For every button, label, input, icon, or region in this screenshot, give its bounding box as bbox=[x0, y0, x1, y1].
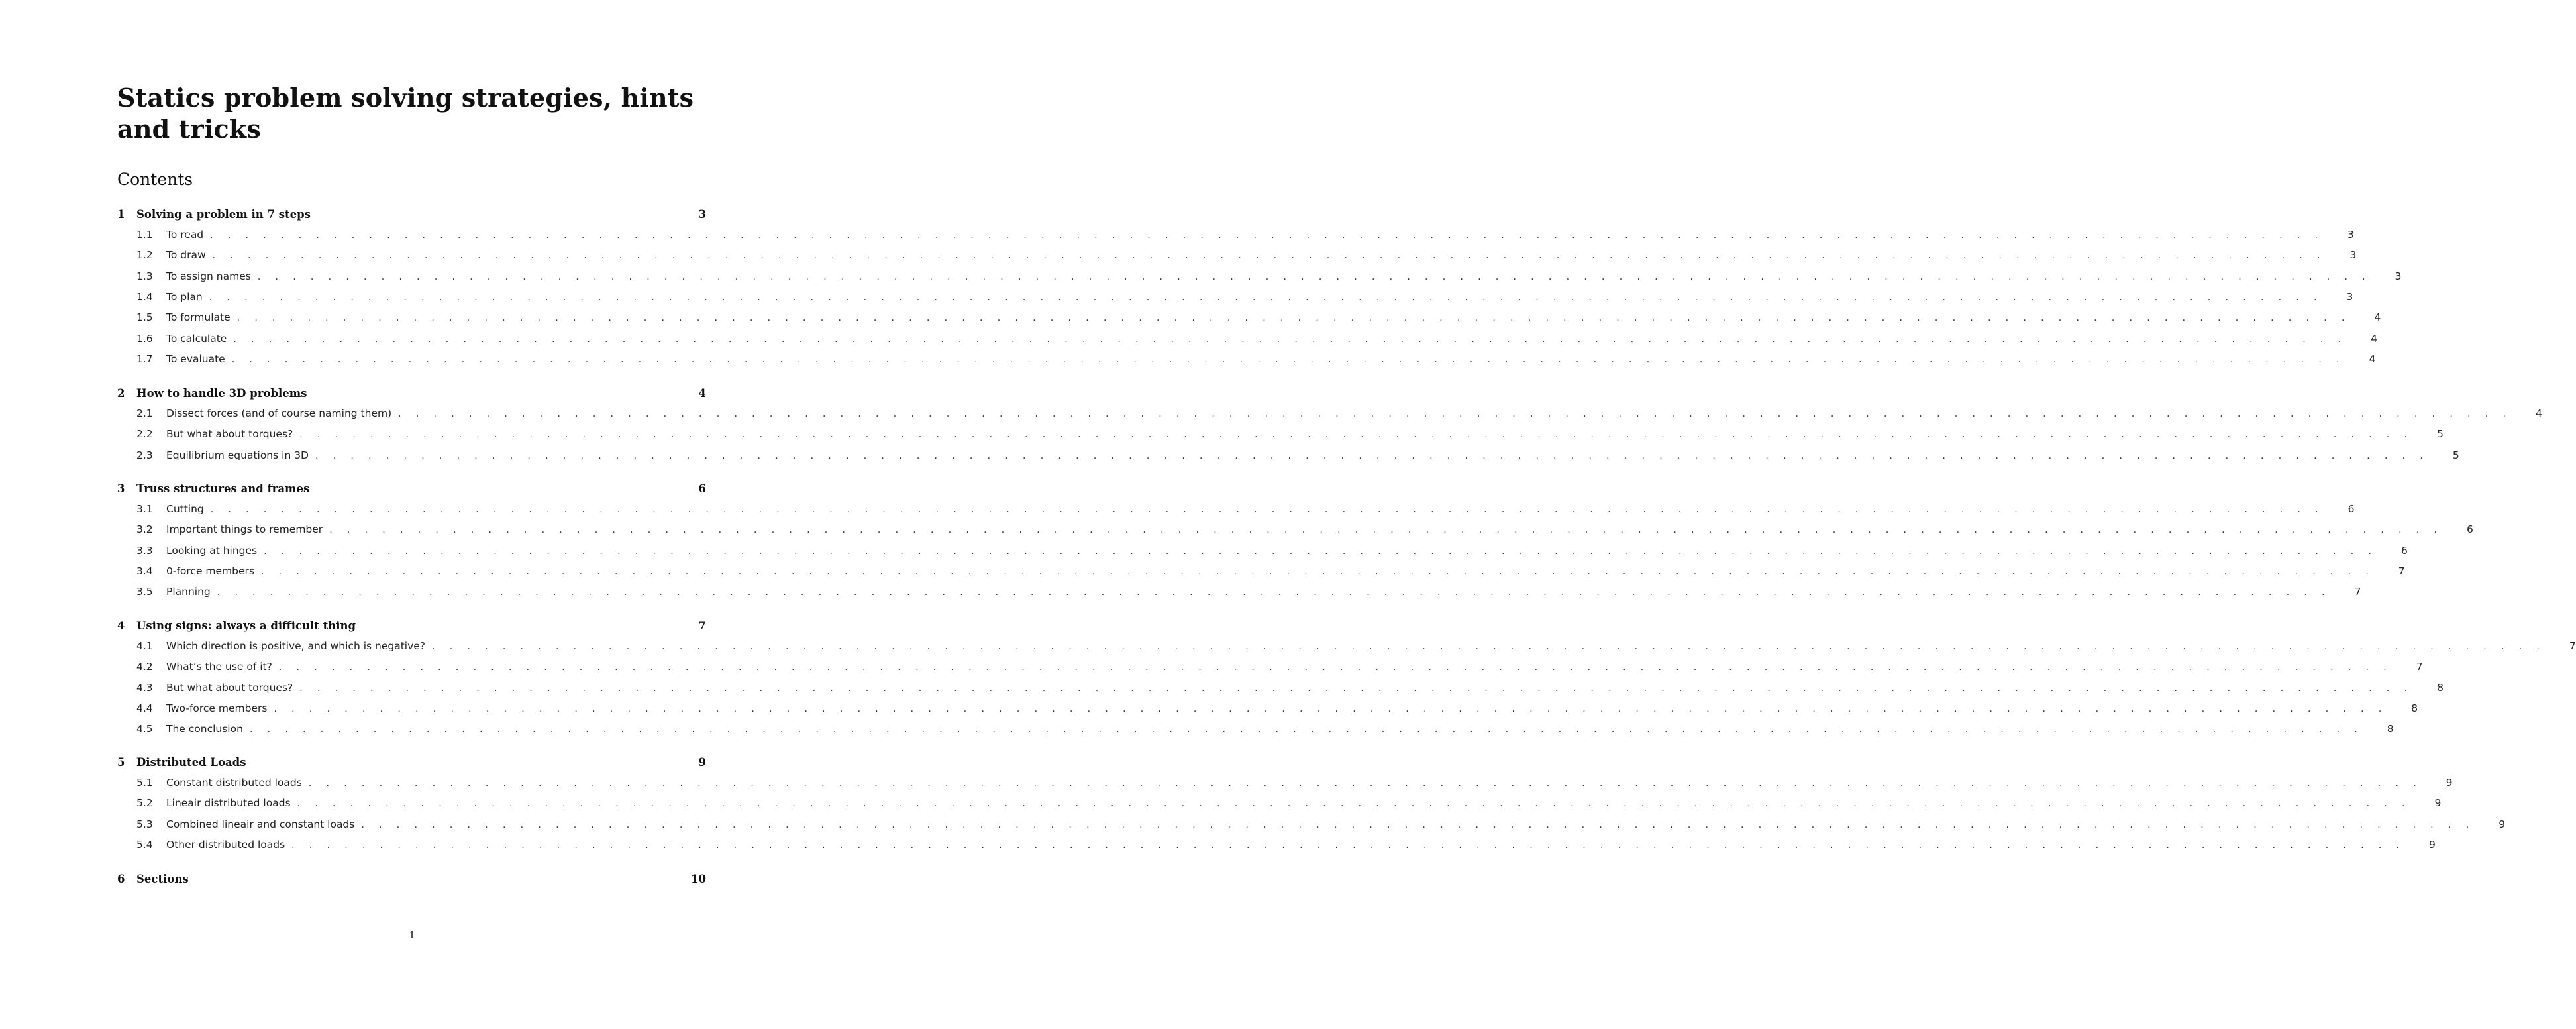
toc-section-title: Sections bbox=[136, 873, 189, 885]
toc-subsection-title: To assign names bbox=[166, 270, 251, 282]
toc-dot-leader: . . . . . . . . . . . . . . . . . . . . . . . . . . . . . . . . . . . . . . . . . . . . . . . . . . . . . . . . . . . . . . . . . . . . . . . . . . . . . . . . . . . . . . . . . . . . . . . . . . . . . . . . . . . . . . . . . . . . . . . . bbox=[274, 703, 2388, 714]
toc-subsection-page: 3 bbox=[2347, 229, 2354, 241]
toc-subsection-number: 3.4 bbox=[136, 565, 153, 577]
toc-dot-leader: . . . . . . . . . . . . . . . . . . . . . . . . . . . . . . . . . . . . . . . . . . . . . . . . . . . . . . . . . . . . . . . . . . . . . . . . . . . . . . . . . . . . . . . . . . . . . . . . . . . . . . . . . . . . . . . . . . . . . . . . bbox=[291, 839, 2405, 851]
toc-subsection-number: 1.6 bbox=[136, 332, 153, 345]
toc-subsection-3-5[interactable] bbox=[117, 586, 2361, 602]
toc-subsection-2-2[interactable] bbox=[117, 428, 2444, 444]
toc-subsection-1-3[interactable] bbox=[117, 270, 2402, 286]
toc-section-title: Solving a problem in 7 steps bbox=[136, 208, 311, 221]
toc-subsection-title: But what about torques? bbox=[166, 428, 293, 441]
toc-subsection-4-3[interactable] bbox=[117, 681, 2444, 698]
toc-subsection-number: 2.1 bbox=[136, 407, 153, 419]
toc-subsection-number: 3.1 bbox=[136, 503, 153, 515]
toc-subsection-page: 7 bbox=[2398, 565, 2405, 577]
toc-dot-leader: . . . . . . . . . . . . . . . . . . . . . . . . . . . . . . . . . . . . . . . . . . . . . . . . . . . . . . . . . . . . . . . . . . . . . . . . . . . . . . . . . . . . . . . . . . . . . . . . . . . . . . . . . . . . . . . . . . . . . . . . bbox=[299, 682, 2413, 694]
toc-subsection-4-1[interactable] bbox=[117, 640, 2576, 656]
toc-section-2[interactable] bbox=[117, 387, 706, 403]
toc-subsection-title: What’s the use of it? bbox=[166, 661, 272, 673]
toc-subsection-title: Important things to remember bbox=[166, 523, 323, 536]
toc-dot-leader: . . . . . . . . . . . . . . . . . . . . . . . . . . . . . . . . . . . . . . . . . . . . . . . . . . . . . . . . . . . . . . . . . . . . . . . . . . . . . . . . . . . . . . . . . . . . . . . . . . . . . . . . . . . . . . . . . . . . . . . . bbox=[398, 409, 2512, 419]
contents-heading: Contents bbox=[117, 170, 193, 189]
toc-subsection-2-3[interactable] bbox=[117, 449, 2459, 465]
toc-subsection-page: 3 bbox=[2395, 270, 2402, 282]
toc-subsection-1-1[interactable] bbox=[117, 229, 2354, 244]
toc-subsection-title: To read bbox=[166, 229, 204, 241]
toc-section-page: 9 bbox=[698, 756, 706, 769]
toc-dot-leader: . . . . . . . . . . . . . . . . . . . . . . . . . . . . . . . . . . . . . . . . . . . . . . . . . . . . . . . . . . . . . . . . . . . . . . . . . . . . . . . . . . . . . . . . . . . . . . . . . . . . . . . . . . . . . . . . . . . . . . . . bbox=[209, 292, 2323, 303]
toc-subsection-title: To draw bbox=[166, 249, 206, 262]
toc-section-number: 5 bbox=[117, 756, 125, 769]
toc-subsection-number: 1.4 bbox=[136, 290, 153, 303]
toc-dot-leader: . . . . . . . . . . . . . . . . . . . . . . . . . . . . . . . . . . . . . . . . . . . . . . . . . . . . . . . . . . . . . . . . . . . . . . . . . . . . . . . . . . . . . . . . . . . . . . . . . . . . . . . . . . . . . . . . . . . . . . . . bbox=[257, 271, 2371, 282]
toc-subsection-page: 9 bbox=[2429, 838, 2436, 851]
toc-subsection-title: Constant distributed loads bbox=[166, 777, 302, 788]
toc-dot-leader: . . . . . . . . . . . . . . . . . . . . . . . . . . . . . . . . . . . . . . . . . . . . . . . . . . . . . . . . . . . . . . . . . . . . . . . . . . . . . . . . . . . . . . . . . . . . . . . . . . . . . . . . . . . . . . . . . . . . . . . . bbox=[212, 250, 2326, 262]
toc-subsection-title: To plan bbox=[166, 290, 203, 303]
toc-subsection-number: 1.2 bbox=[136, 249, 153, 262]
toc-dot-leader: . . . . . . . . . . . . . . . . . . . . . . . . . . . . . . . . . . . . . . . . . . . . . . . . . . . . . . . . . . . . . . . . . . . . . . . . . . . . . . . . . . . . . . . . . . . . . . . . . . . . . . . . . . . . . . . . . . . . . . . . bbox=[278, 662, 2393, 673]
toc-dot-leader: . . . . . . . . . . . . . . . . . . . . . . . . . . . . . . . . . . . . . . . . . . . . . . . . . . . . . . . . . . . . . . . . . . . . . . . . . . . . . . . . . . . . . . . . . . . . . . . . . . . . . . . . . . . . . . . . . . . . . . . . bbox=[297, 798, 2411, 810]
toc-subsection-title: To calculate bbox=[166, 332, 227, 345]
toc-subsection-page: 4 bbox=[2535, 407, 2542, 419]
toc-dot-leader: . . . . . . . . . . . . . . . . . . . . . . . . . . . . . . . . . . . . . . . . . . . . . . . . . . . . . . . . . . . . . . . . . . . . . . . . . . . . . . . . . . . . . . . . . . . . . . . . . . . . . . . . . . . . . . . . . . . . . . . . bbox=[329, 525, 2443, 536]
toc-subsection-page: 8 bbox=[2387, 723, 2394, 735]
toc-dot-leader: . . . . . . . . . . . . . . . . . . . . . . . . . . . . . . . . . . . . . . . . . . . . . . . . . . . . . . . . . . . . . . . . . . . . . . . . . . . . . . . . . . . . . . . . . . . . . . . . . . . . . . . . . . . . . . . . . . . . . . . . bbox=[361, 819, 2475, 830]
toc-section-title: Distributed Loads bbox=[136, 756, 246, 769]
toc-subsection-number: 4.1 bbox=[136, 640, 153, 652]
toc-subsection-5-1[interactable] bbox=[117, 777, 2453, 792]
toc-subsection-page: 4 bbox=[2374, 311, 2381, 324]
toc-dot-leader: . . . . . . . . . . . . . . . . . . . . . . . . . . . . . . . . . . . . . . . . . . . . . . . . . . . . . . . . . . . . . . . . . . . . . . . . . . . . . . . . . . . . . . . . . . . . . . . . . . . . . . . . . . . . . . . . . . . . . . . . bbox=[264, 545, 2377, 557]
toc-subsection-page: 7 bbox=[2354, 586, 2361, 598]
toc-subsection-number: 4.3 bbox=[136, 681, 153, 694]
toc-subsection-title: Cutting bbox=[166, 503, 204, 515]
toc-section-number: 6 bbox=[117, 873, 125, 885]
toc-subsection-number: 2.2 bbox=[136, 428, 153, 441]
toc-subsection-4-2[interactable] bbox=[117, 661, 2423, 677]
toc-subsection-number: 3.2 bbox=[136, 523, 153, 536]
toc-subsection-4-4[interactable] bbox=[117, 702, 2418, 718]
toc-dot-leader: . . . . . . . . . . . . . . . . . . . . . . . . . . . . . . . . . . . . . . . . . . . . . . . . . . . . . . . . . . . . . . . . . . . . . . . . . . . . . . . . . . . . . . . . . . . . . . . . . . . . . . . . . . . . . . . . . . . . . . . . bbox=[432, 641, 2546, 652]
toc-subsection-1-7[interactable] bbox=[117, 352, 2376, 369]
toc-subsection-number: 1.5 bbox=[136, 311, 153, 324]
toc-subsection-5-4[interactable] bbox=[117, 838, 2436, 855]
toc-subsection-title: The conclusion bbox=[166, 723, 243, 735]
document-title: Statics problem solving strategies, hints and tricks bbox=[117, 83, 694, 144]
toc-subsection-1-2[interactable] bbox=[117, 249, 2357, 265]
toc-subsection-page: 6 bbox=[2400, 544, 2408, 557]
toc-subsection-page: 7 bbox=[2416, 661, 2423, 673]
toc-dot-leader: . . . . . . . . . . . . . . . . . . . . . . . . . . . . . . . . . . . . . . . . . . . . . . . . . . . . . . . . . . . . . . . . . . . . . . . . . . . . . . . . . . . . . . . . . . . . . . . . . . . . . . . . . . . . . . . . . . . . . . . . bbox=[210, 504, 2324, 515]
toc-subsection-title: Two-force members bbox=[166, 702, 268, 714]
toc-dot-leader: . . . . . . . . . . . . . . . . . . . . . . . . . . . . . . . . . . . . . . . . . . . . . . . . . . . . . . . . . . . . . . . . . . . . . . . . . . . . . . . . . . . . . . . . . . . . . . . . . . . . . . . . . . . . . . . . . . . . . . . . bbox=[299, 429, 2413, 441]
toc-subsection-page: 5 bbox=[2437, 428, 2444, 441]
toc-subsection-number: 4.2 bbox=[136, 661, 153, 673]
toc-section-number: 1 bbox=[117, 208, 125, 221]
toc-dot-leader: . . . . . . . . . . . . . . . . . . . . . . . . . . . . . . . . . . . . . . . . . . . . . . . . . . . . . . . . . . . . . . . . . . . . . . . . . . . . . . . . . . . . . . . . . . . . . . . . . . . . . . . . . . . . . . . . . . . . . . . . bbox=[217, 587, 2331, 598]
toc-subsection-title: Looking at hinges bbox=[166, 544, 258, 557]
toc-subsection-number: 4.4 bbox=[136, 702, 153, 714]
toc-subsection-3-2[interactable] bbox=[117, 523, 2473, 539]
toc-subsection-4-5[interactable] bbox=[117, 723, 2394, 739]
toc-dot-leader: . . . . . . . . . . . . . . . . . . . . . . . . . . . . . . . . . . . . . . . . . . . . . . . . . . . . . . . . . . . . . . . . . . . . . . . . . . . . . . . . . . . . . . . . . . . . . . . . . . . . . . . . . . . . . . . . . . . . . . . . bbox=[233, 333, 2347, 345]
toc-subsection-title: Which direction is positive, and which is negative? bbox=[166, 640, 426, 652]
toc-subsection-page: 5 bbox=[2452, 449, 2459, 461]
toc-subsection-number: 5.3 bbox=[136, 818, 153, 830]
toc-subsection-5-2[interactable] bbox=[117, 797, 2442, 813]
toc-subsection-number: 5.2 bbox=[136, 797, 153, 810]
toc-subsection-number: 1.3 bbox=[136, 270, 153, 282]
toc-section-4[interactable] bbox=[117, 620, 706, 635]
toc-subsection-3-4[interactable] bbox=[117, 565, 2405, 581]
toc-subsection-page: 9 bbox=[2434, 797, 2442, 810]
toc-subsection-title: But what about torques? bbox=[166, 681, 293, 694]
toc-subsection-number: 3.5 bbox=[136, 586, 153, 598]
toc-subsection-number: 1.1 bbox=[136, 229, 153, 241]
toc-subsection-3-1[interactable] bbox=[117, 503, 2355, 519]
toc-subsection-title: Lineair distributed loads bbox=[166, 797, 291, 810]
toc-dot-leader: . . . . . . . . . . . . . . . . . . . . . . . . . . . . . . . . . . . . . . . . . . . . . . . . . . . . . . . . . . . . . . . . . . . . . . . . . . . . . . . . . . . . . . . . . . . . . . . . . . . . . . . . . . . . . . . . . . . . . . . . bbox=[249, 724, 2363, 735]
toc-subsection-page: 9 bbox=[2446, 777, 2453, 788]
toc-dot-leader: . . . . . . . . . . . . . . . . . . . . . . . . . . . . . . . . . . . . . . . . . . . . . . . . . . . . . . . . . . . . . . . . . . . . . . . . . . . . . . . . . . . . . . . . . . . . . . . . . . . . . . . . . . . . . . . . . . . . . . . . bbox=[315, 450, 2429, 461]
toc-dot-leader: . . . . . . . . . . . . . . . . . . . . . . . . . . . . . . . . . . . . . . . . . . . . . . . . . . . . . . . . . . . . . . . . . . . . . . . . . . . . . . . . . . . . . . . . . . . . . . . . . . . . . . . . . . . . . . . . . . . . . . . . bbox=[236, 313, 2351, 324]
toc-subsection-title: To formulate bbox=[166, 311, 231, 324]
toc-section-page: 4 bbox=[698, 387, 706, 400]
toc-subsection-number: 4.5 bbox=[136, 723, 153, 735]
toc-subsection-2-1[interactable] bbox=[117, 407, 2542, 423]
toc-subsection-title: Planning bbox=[166, 586, 211, 598]
toc-subsection-page: 6 bbox=[2347, 503, 2355, 515]
toc-section-page: 6 bbox=[698, 482, 706, 495]
toc-section-number: 4 bbox=[117, 620, 125, 632]
toc-subsection-page: 3 bbox=[2346, 290, 2353, 303]
toc-subsection-title: Other distributed loads bbox=[166, 838, 285, 851]
toc-subsection-number: 3.3 bbox=[136, 544, 153, 557]
toc-section-page: 7 bbox=[698, 620, 706, 632]
toc-subsection-title: Combined lineair and constant loads bbox=[166, 818, 355, 830]
toc-section-title: Using signs: always a difficult thing bbox=[136, 620, 356, 632]
toc-subsection-title: Equilibrium equations in 3D bbox=[166, 449, 309, 461]
toc-subsection-title: Dissect forces (and of course naming them) bbox=[166, 407, 392, 419]
toc-subsection-page: 6 bbox=[2467, 523, 2473, 536]
page-number: 1 bbox=[409, 929, 415, 941]
toc-subsection-page: 8 bbox=[2411, 702, 2418, 714]
toc-dot-leader: . . . . . . . . . . . . . . . . . . . . . . . . . . . . . . . . . . . . . . . . . . . . . . . . . . . . . . . . . . . . . . . . . . . . . . . . . . . . . . . . . . . . . . . . . . . . . . . . . . . . . . . . . . . . . . . . . . . . . . . . bbox=[231, 354, 2345, 365]
toc-section-title: How to handle 3D problems bbox=[136, 387, 307, 400]
toc-subsection-title: 0-force members bbox=[166, 565, 254, 577]
toc-dot-leader: . . . . . . . . . . . . . . . . . . . . . . . . . . . . . . . . . . . . . . . . . . . . . . . . . . . . . . . . . . . . . . . . . . . . . . . . . . . . . . . . . . . . . . . . . . . . . . . . . . . . . . . . . . . . . . . . . . . . . . . . bbox=[260, 566, 2375, 577]
toc-subsection-number: 5.1 bbox=[136, 777, 153, 788]
toc-subsection-page: 4 bbox=[2371, 332, 2378, 345]
toc-dot-leader: . . . . . . . . . . . . . . . . . . . . . . . . . . . . . . . . . . . . . . . . . . . . . . . . . . . . . . . . . . . . . . . . . . . . . . . . . . . . . . . . . . . . . . . . . . . . . . . . . . . . . . . . . . . . . . . . . . . . . . . . bbox=[308, 778, 2422, 788]
toc-section-6[interactable] bbox=[117, 873, 706, 889]
toc-subsection-number: 2.3 bbox=[136, 449, 153, 461]
toc-section-1[interactable] bbox=[117, 208, 706, 224]
toc-section-page: 10 bbox=[691, 873, 706, 885]
toc-section-title: Truss structures and frames bbox=[136, 482, 310, 495]
toc-subsection-1-6[interactable] bbox=[117, 332, 2378, 349]
toc-subsection-page: 7 bbox=[2569, 640, 2576, 652]
toc-subsection-number: 5.4 bbox=[136, 838, 153, 851]
toc-section-number: 3 bbox=[117, 482, 125, 495]
toc-section-page: 3 bbox=[698, 208, 706, 221]
toc-subsection-number: 1.7 bbox=[136, 352, 153, 365]
toc-subsection-1-4[interactable] bbox=[117, 290, 2353, 307]
toc-subsection-3-3[interactable] bbox=[117, 544, 2408, 561]
toc-subsection-page: 3 bbox=[2349, 249, 2357, 262]
toc-subsection-5-3[interactable] bbox=[117, 818, 2506, 834]
toc-section-3[interactable] bbox=[117, 482, 706, 498]
toc-section-5[interactable] bbox=[117, 756, 706, 772]
toc-subsection-page: 9 bbox=[2499, 818, 2506, 830]
toc-section-number: 2 bbox=[117, 387, 125, 400]
toc-subsection-title: To evaluate bbox=[166, 352, 225, 365]
toc-subsection-page: 8 bbox=[2437, 681, 2444, 694]
toc-subsection-1-5[interactable] bbox=[117, 311, 2381, 327]
toc-dot-leader: . . . . . . . . . . . . . . . . . . . . . . . . . . . . . . . . . . . . . . . . . . . . . . . . . . . . . . . . . . . . . . . . . . . . . . . . . . . . . . . . . . . . . . . . . . . . . . . . . . . . . . . . . . . . . . . . . . . . . . . . bbox=[210, 230, 2324, 241]
toc-subsection-page: 4 bbox=[2369, 352, 2376, 365]
